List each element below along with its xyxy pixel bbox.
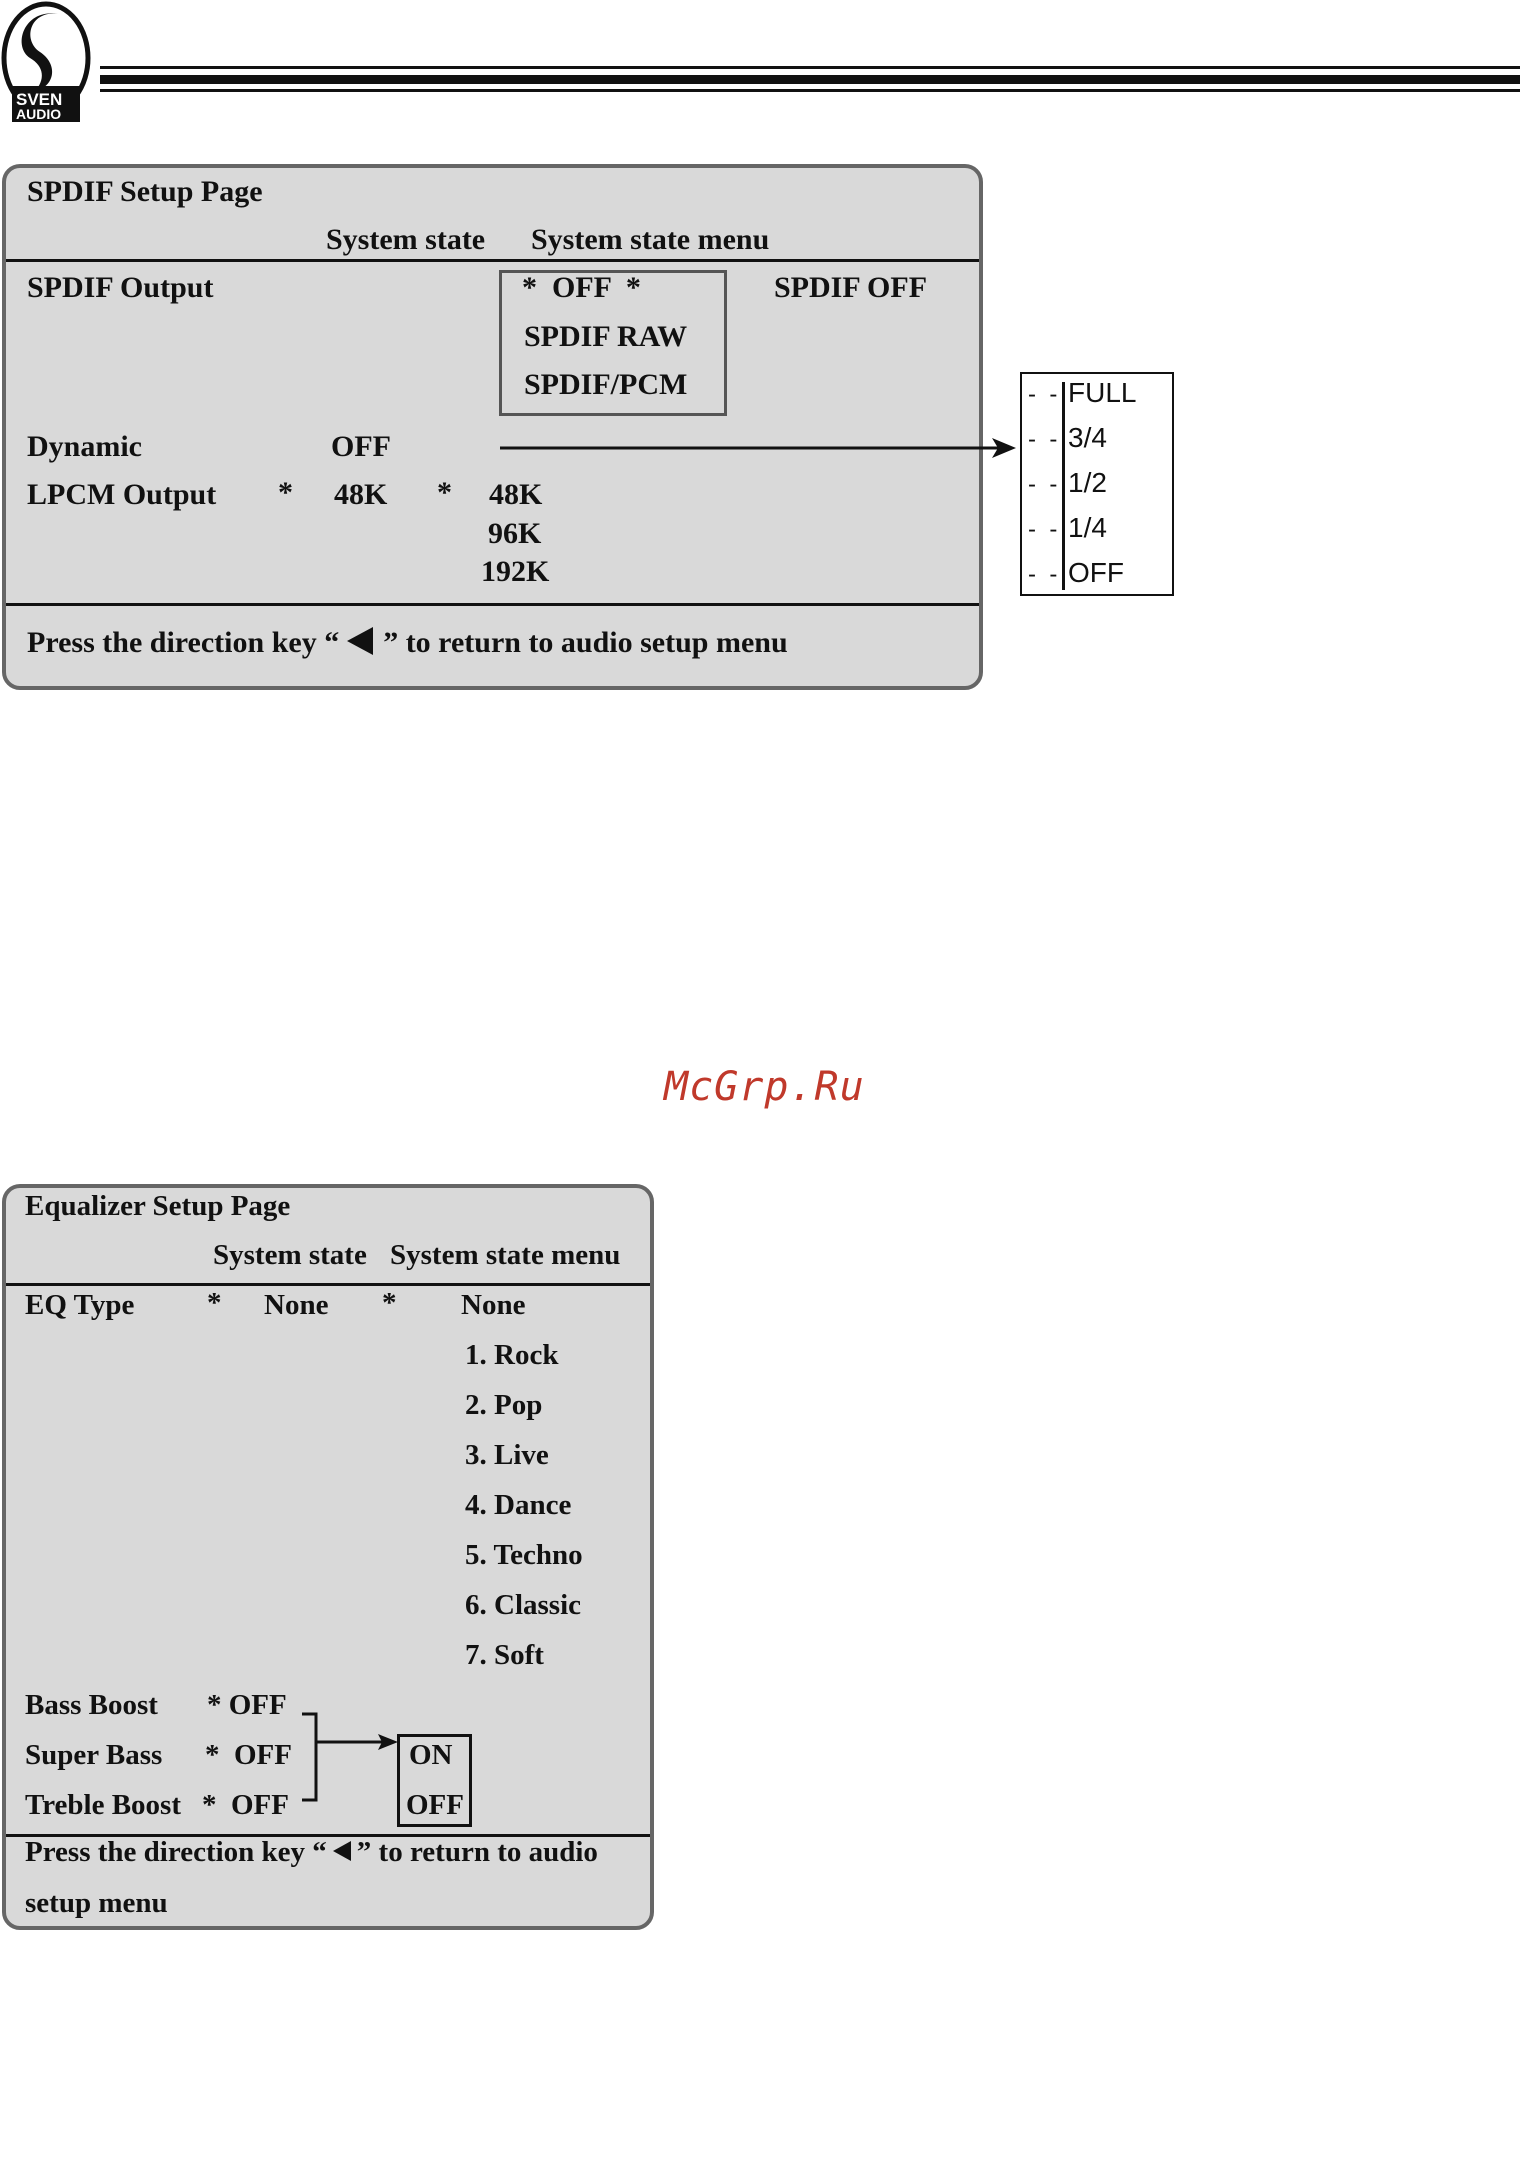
spdif-footer-prefix: Press the direction key “: [27, 626, 340, 659]
dynamic-menu-dash: - -: [1028, 426, 1058, 453]
lpcm-option-48k[interactable]: 48K: [489, 478, 543, 511]
eq-col-system-state: System state: [213, 1239, 367, 1271]
eq-option-soft[interactable]: 7. Soft: [465, 1639, 544, 1671]
left-arrow-icon: [347, 627, 373, 655]
boost-option-on[interactable]: ON: [409, 1739, 453, 1771]
eq-footer-line2: setup menu: [25, 1887, 168, 1919]
dynamic-value: OFF: [331, 430, 391, 463]
eq-option-techno[interactable]: 5. Techno: [465, 1539, 583, 1571]
super-bass-value: * OFF: [205, 1739, 292, 1771]
boost-option-off[interactable]: OFF: [406, 1789, 464, 1821]
dynamic-menu-dash: - -: [1028, 471, 1058, 498]
dynamic-menu-dash: - -: [1028, 561, 1058, 588]
spdif-output-option-pcm[interactable]: SPDIF/PCM: [524, 368, 688, 401]
dynamic-menu-item-off[interactable]: OFF: [1068, 557, 1124, 588]
dynamic-menu-dash: - -: [1028, 381, 1058, 408]
spdif-output-note: SPDIF OFF: [774, 271, 928, 304]
eq-col-system-state-menu: System state menu: [390, 1239, 621, 1271]
eq-option-rock[interactable]: 1. Rock: [465, 1339, 559, 1371]
spdif-col-system-state: System state: [326, 223, 486, 256]
spdif-footer-suffix: ” to return to audio setup menu: [383, 626, 788, 659]
bass-boost-label: Bass Boost: [25, 1689, 158, 1721]
dynamic-menu-items: [1020, 372, 1174, 596]
spdif-output-option-off[interactable]: * OFF *: [522, 271, 641, 304]
spdif-page-title: SPDIF Setup Page: [27, 175, 263, 208]
eq-type-label: EQ Type: [25, 1289, 135, 1321]
bass-boost-value: * OFF: [207, 1689, 287, 1721]
dynamic-menu-item-full[interactable]: FULL: [1068, 377, 1137, 408]
eq-option-classic[interactable]: 6. Classic: [465, 1589, 581, 1621]
spdif-setup-panel: [2, 164, 983, 690]
dynamic-menu-item-1-2[interactable]: 1/2: [1068, 467, 1107, 498]
eq-star-left: *: [207, 1287, 222, 1319]
spdif-col-system-state-menu: System state menu: [531, 223, 770, 256]
watermark: McGrp.Ru: [664, 1064, 865, 1110]
logo-text-sven: SVEN: [16, 90, 63, 109]
dynamic-menu-item-3-4[interactable]: 3/4: [1068, 422, 1107, 453]
lpcm-value: 48K: [334, 478, 388, 511]
lpcm-option-96k[interactable]: 96K: [488, 517, 542, 550]
spdif-footer-divider: [6, 603, 979, 606]
eq-footer-prefix: Press the direction key “: [25, 1836, 327, 1868]
eq-footer-suffix: ” to return to audio: [356, 1836, 598, 1868]
spdif-footer-instruction: [27, 627, 788, 658]
lpcm-star-right: *: [437, 476, 452, 509]
dynamic-menu-dash: - -: [1028, 516, 1058, 543]
spdif-output-label: SPDIF Output: [27, 271, 214, 304]
header-rule-thin-bottom: [100, 89, 1520, 92]
eq-star-right: *: [382, 1287, 397, 1319]
header-rule-thick: [100, 75, 1520, 84]
treble-boost-label: Treble Boost: [25, 1789, 182, 1821]
sven-logo: [0, 0, 96, 128]
left-arrow-icon: [333, 1841, 351, 1861]
eq-option-none[interactable]: None: [461, 1289, 526, 1321]
eq-page-title: Equalizer Setup Page: [25, 1190, 291, 1222]
dynamic-arrow-connector: [496, 434, 1021, 462]
lpcm-star-left: *: [278, 476, 293, 509]
eq-footer-instruction: [25, 1838, 598, 1867]
logo-text-audio: AUDIO: [16, 106, 62, 122]
eq-header-divider: [6, 1283, 650, 1286]
dynamic-menu-item-1-4[interactable]: 1/4: [1068, 512, 1107, 543]
boost-bracket-arrow: [296, 1700, 402, 1806]
super-bass-label: Super Bass: [25, 1739, 163, 1771]
eq-option-live[interactable]: 3. Live: [465, 1439, 549, 1471]
eq-option-pop[interactable]: 2. Pop: [465, 1389, 543, 1421]
eq-type-value: None: [264, 1289, 329, 1321]
spdif-header-divider: [6, 259, 979, 262]
header-rule-thin-top: [100, 66, 1520, 69]
lpcm-option-192k[interactable]: 192K: [481, 555, 550, 588]
treble-boost-value: * OFF: [202, 1789, 289, 1821]
eq-option-dance[interactable]: 4. Dance: [465, 1489, 572, 1521]
lpcm-output-label: LPCM Output: [27, 478, 217, 511]
spdif-output-option-raw[interactable]: SPDIF RAW: [524, 320, 688, 353]
dynamic-label: Dynamic: [27, 430, 142, 463]
